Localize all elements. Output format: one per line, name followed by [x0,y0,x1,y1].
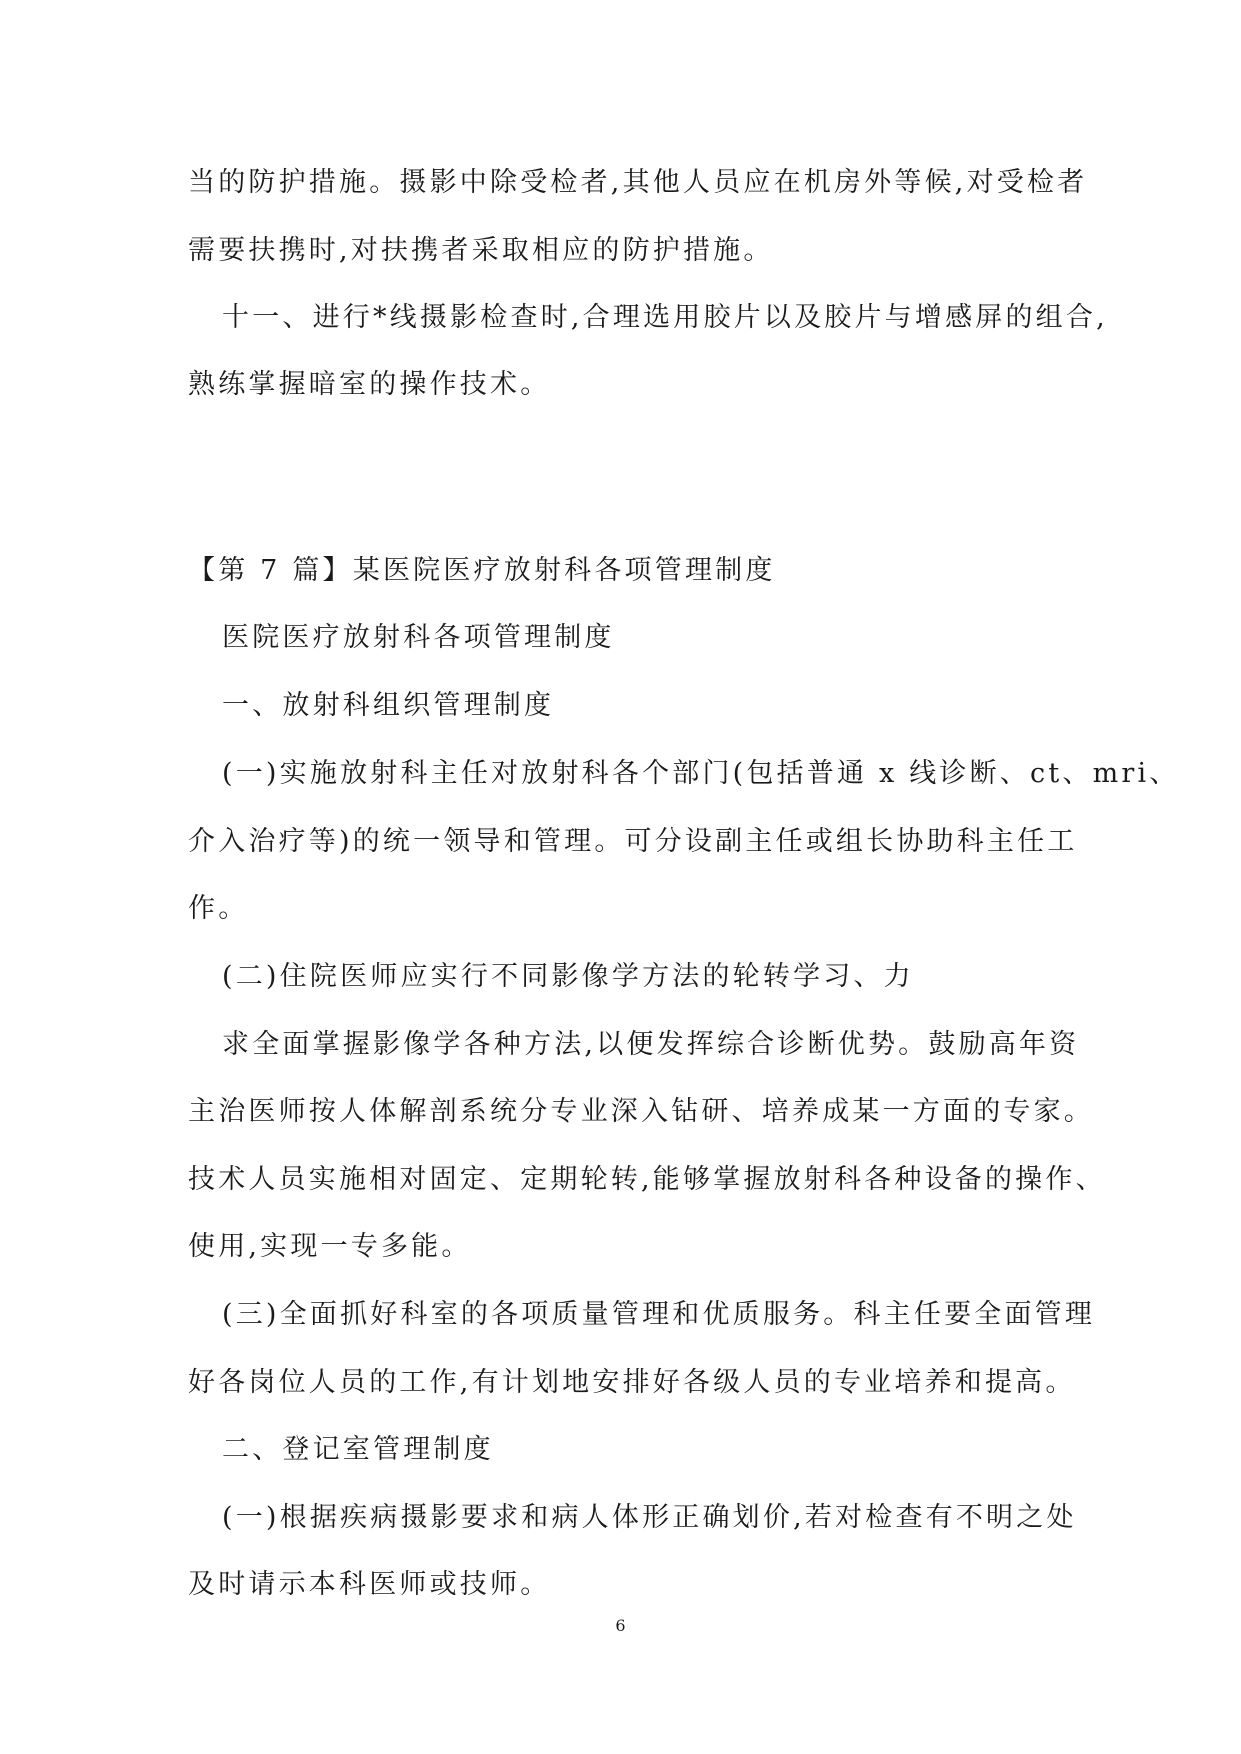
body-text-line: 使用,实现一专多能。 [188,1231,472,1262]
section-heading: 【第 7 篇】某医院医疗放射科各项管理制度 [188,555,776,586]
body-text-line: (二)住院医师应实行不同影像学方法的轮转学习、力 [222,961,914,992]
page-number: 6 [615,1616,626,1635]
body-text-line: 及时请示本科医师或技师。 [188,1569,551,1600]
body-text-line: 当的防护措施。摄影中除受检者,其他人员应在机房外等候,对受检者 [188,167,1088,198]
body-text-line: (一)根据疾病摄影要求和病人体形正确划价,若对检查有不明之处 [222,1502,1077,1533]
body-text-line: 需要扶携时,对扶携者采取相应的防护措施。 [188,235,774,266]
body-text-line: 技术人员实施相对固定、定期轮转,能够掌握放射科各种设备的操作、 [188,1164,1106,1195]
body-text-line: 作。 [188,893,249,924]
body-text-line: 求全面掌握影像学各种方法,以便发挥综合诊断优势。鼓励高年资 [222,1029,1080,1060]
body-text-line: 熟练掌握暗室的操作技术。 [188,369,551,400]
body-text-line: 十一、进行*线摄影检查时,合理选用胶片以及胶片与增感屏的组合, [222,302,1108,333]
body-text-line: 主治医师按人体解剖系统分专业深入钻研、培养成某一方面的专家。 [188,1096,1094,1127]
body-text-line: 好各岗位人员的工作,有计划地安排好各级人员的专业培养和提高。 [188,1367,1076,1398]
body-text-line: (一)实施放射科主任对放射科各个部门(包括普通 x 线诊断、ct、mri、 [222,758,1180,789]
subsection-heading: 一、放射科组织管理制度 [222,690,555,721]
body-text-line: 介入治疗等)的统一领导和管理。可分设副主任或组长协助科主任工 [188,826,1078,857]
body-text-line: (三)全面抓好科室的各项质量管理和优质服务。科主任要全面管理 [222,1299,1096,1330]
document-title: 医院医疗放射科各项管理制度 [222,622,615,653]
subsection-heading: 二、登记室管理制度 [222,1434,494,1465]
